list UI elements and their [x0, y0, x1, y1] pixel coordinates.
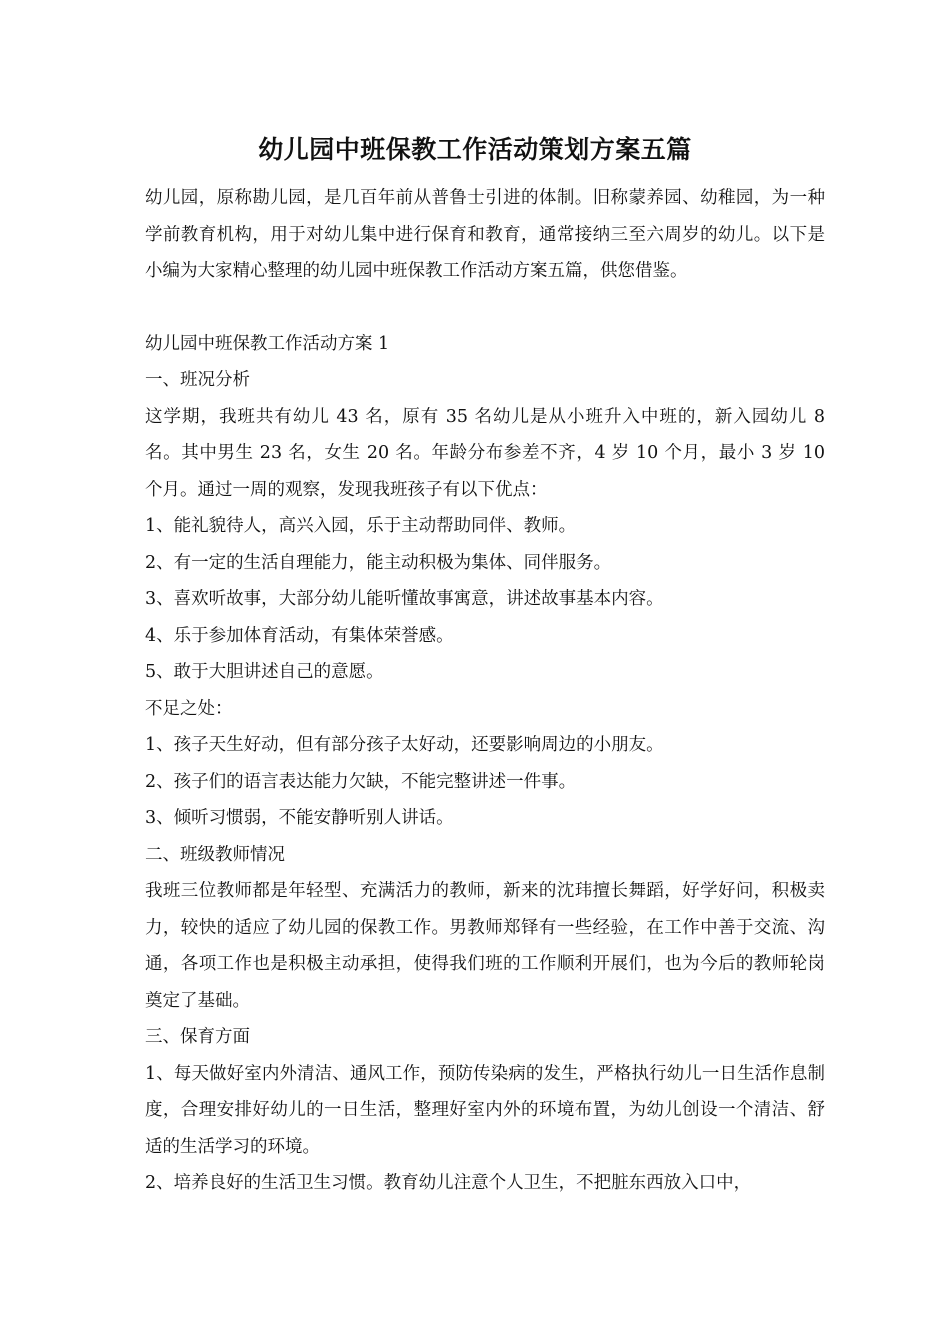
strength-item: 3、喜欢听故事，大部分幼儿能听懂故事寓意，讲述故事基本内容。	[145, 589, 664, 609]
strength-item: 4、乐于参加体育活动，有集体荣誉感。	[145, 625, 454, 646]
weakness-item: 2、孩子们的语言表达能力欠缺，不能完整讲述一件事。	[145, 771, 577, 792]
section-title: 幼儿园中班保教工作活动方案 1	[145, 333, 390, 354]
document-title: 幼儿园中班保教工作活动策划方案五篇	[258, 135, 692, 164]
strength-item: 2、有一定的生活自理能力，能主动积极为集体、同伴服务。	[145, 552, 612, 573]
heading-class-analysis: 一、班况分析	[145, 370, 250, 390]
weakness-label: 不足之处：	[145, 698, 233, 719]
heading-teachers: 二、班级教师情况	[145, 844, 285, 865]
strength-item: 5、敢于大胆讲述自己的意愿。	[145, 662, 384, 682]
heading-care: 三、保育方面	[145, 1027, 250, 1047]
weakness-item: 1、孩子天生好动，但有部分孩子太好动，还要影响周边的小朋友。	[145, 735, 664, 755]
document-body	[145, 180, 825, 1202]
care-item: 1、每天做好室内外清洁、通风工作，预防传染病的发生，严格执行幼儿一日生活作息制度，合理安排好幼儿的一日生活，整理好室内外的环境布置，为幼儿创设一个清洁、舒适的生活学习的环境。	[145, 1063, 825, 1157]
intro-paragraph: 幼儿园，原称勘儿园，是几百年前从普鲁士引进的体制。旧称蒙养园、幼稚园，为一种学前教育机构，用于对幼儿集中进行保育和教育，通常接纳三至六周岁的幼儿。以下是小编为大家精心整理的幼儿园中班保教工作活动方案五篇，供您借鉴。	[145, 188, 825, 281]
teachers-paragraph: 我班三位教师都是年轻型、充满活力的教师，新来的沈玮擅长舞蹈，好学好问，积极卖力，较快的适应了幼儿园的保教工作。男教师郑铎有一些经验，在工作中善于交流、沟通，各项工作也是积极主动承担，使得我们班的工作顺利开展们，也为今后的教师轮岗奠定了基础。	[145, 881, 825, 1011]
class-analysis-paragraph: 这学期，我班共有幼儿 43 名，原有 35 名幼儿是从小班升入中班的，新入园幼儿 8 名。其中男生 23 名，女生 20 名。年龄分布参差不齐，4 岁 10 个月，最小 3 岁 10 个月。通过一周的观察，发现我班孩子有以下优点：	[145, 406, 825, 500]
care-item: 2、培养良好的生活卫生习惯。教育幼儿注意个人卫生，不把脏东西放入口中，	[145, 1173, 752, 1193]
strength-item: 1、能礼貌待人，高兴入园，乐于主动帮助同伴、教师。	[145, 516, 577, 536]
weakness-item: 3、倾听习惯弱，不能安静听别人讲话。	[145, 808, 454, 828]
paragraph-gap	[145, 290, 825, 326]
